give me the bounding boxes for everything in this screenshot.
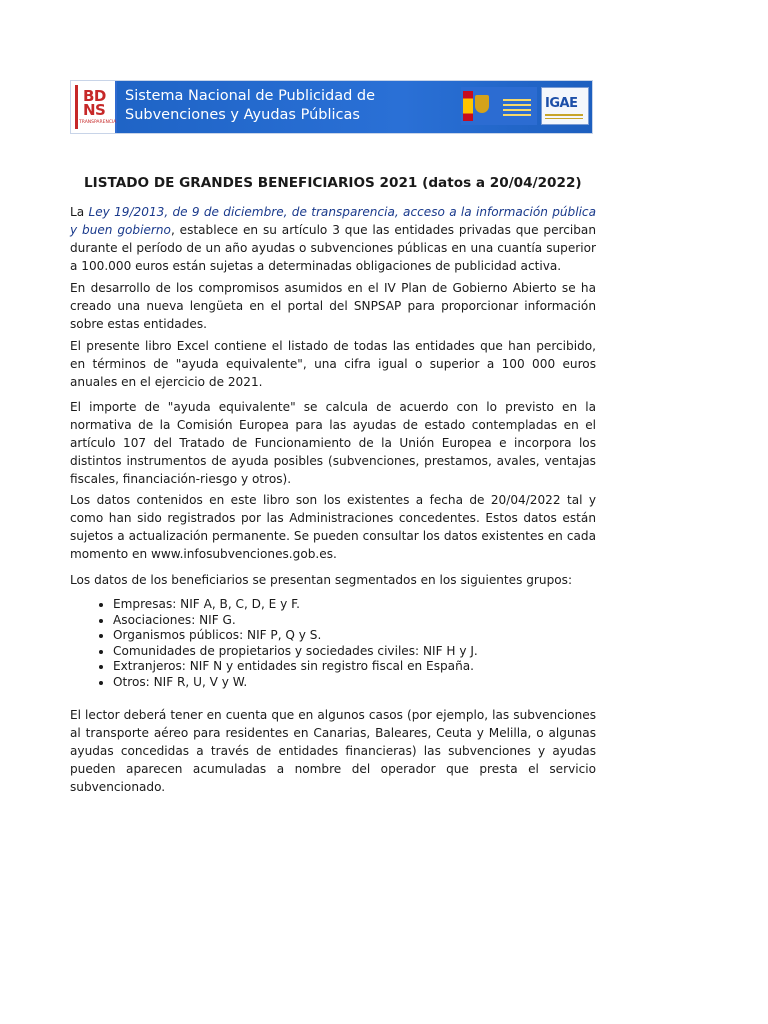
- paragraph-datos: Los datos contenidos en este libro son los existentes a fecha de 20/04/2022 tal y como han sido registrados por las Administraciones concedentes. Estos datos están sujetos a actualización permanente. Se pueden consultar los datos existentes en cada momento en www.infosubvenciones.gob.es.: [70, 493, 596, 561]
- paragraph-reader-note: El lector deberá tener en cuenta que en algunos casos (por ejemplo, las subvenciones al transporte aéreo para residentes en Canarias, Baleares, Ceuta y Melilla, o algunas ayudas concedidas a través de entidades financieras) las subvenciones y ayudas pueden aparecen acumuladas a nombre del operador que presta el servicio subvencionado.: [70, 708, 596, 794]
- list-item: • Comunidades de propietarios y sociedades civiles: NIF H y J.: [113, 644, 613, 660]
- banner-title-area: [117, 81, 592, 133]
- list-item: • Asociaciones: NIF G.: [113, 613, 613, 629]
- coat-of-arms-icon: [475, 95, 489, 113]
- list-item: • Extranjeros: NIF N y entidades sin registro fiscal en España.: [113, 659, 613, 675]
- list-item: • Organismos públicos: NIF P, Q y S.: [113, 628, 613, 644]
- bdns-logo: BD NS TRANSPARENCIA: [71, 81, 118, 133]
- list-item: • Empresas: NIF A, B, C, D, E y F.: [113, 597, 613, 613]
- igae-logo: IGAE: [541, 87, 589, 125]
- header-banner: [70, 80, 593, 134]
- groups-list: [94, 597, 613, 690]
- banner-title: Sistema Nacional de Publicidad de Subvenciones y Ayudas Públicas: [125, 88, 376, 123]
- paragraph-law: La Ley 19/2013, de 9 de diciembre, de transparencia, acceso a la información pública y buen gobierno, establece en su artículo 3 que las entidades privadas que perciban durante el período de un año ayudas o subvenciones públicas en una cuantía superior a 100.000 euros están sujetas a determinadas obligaciones de publicidad activa.: [70, 205, 596, 273]
- paragraph-plan: En desarrollo de los compromisos asumidos en el IV Plan de Gobierno Abierto se ha creado una nueva lengüeta en el portal del SNPSAP para proporcionar información sobre estas entidades.: [70, 281, 596, 331]
- paragraph-excel: El presente libro Excel contiene el listado de todas las entidades que han percibido, en términos de "ayuda equivalente", una cifra igual o superior a 100 000 euros anuales en el ejercicio de 2021.: [70, 339, 596, 389]
- document-title: LISTADO DE GRANDES BENEFICIARIOS 2021 (datos a 20/04/2022): [84, 175, 582, 191]
- list-item: • Otros: NIF R, U, V y W.: [113, 675, 613, 691]
- ministry-logo: [461, 87, 537, 125]
- paragraph-groups-intro: Los datos de los beneficiarios se presentan segmentados en los siguientes grupos:: [70, 573, 573, 587]
- paragraph-ayuda-equivalente: El importe de "ayuda equivalente" se calcula de acuerdo con lo previsto en la normativa de la Comisión Europea para las ayudas de estado contempladas en el artículo 107 del Tratado de Funcionamiento de la Unión Europea e incorpora los distintos instrumentos de ayuda posibles (subvenciones, prestamos, avales, ventajas fiscales, financiación-riesgo y otros).: [70, 400, 596, 486]
- spain-flag-icon: [463, 91, 473, 121]
- law-reference: Ley 19/2013, de 9 de diciembre, de transparencia, acceso a la información pública y buen gobierno: [70, 205, 596, 237]
